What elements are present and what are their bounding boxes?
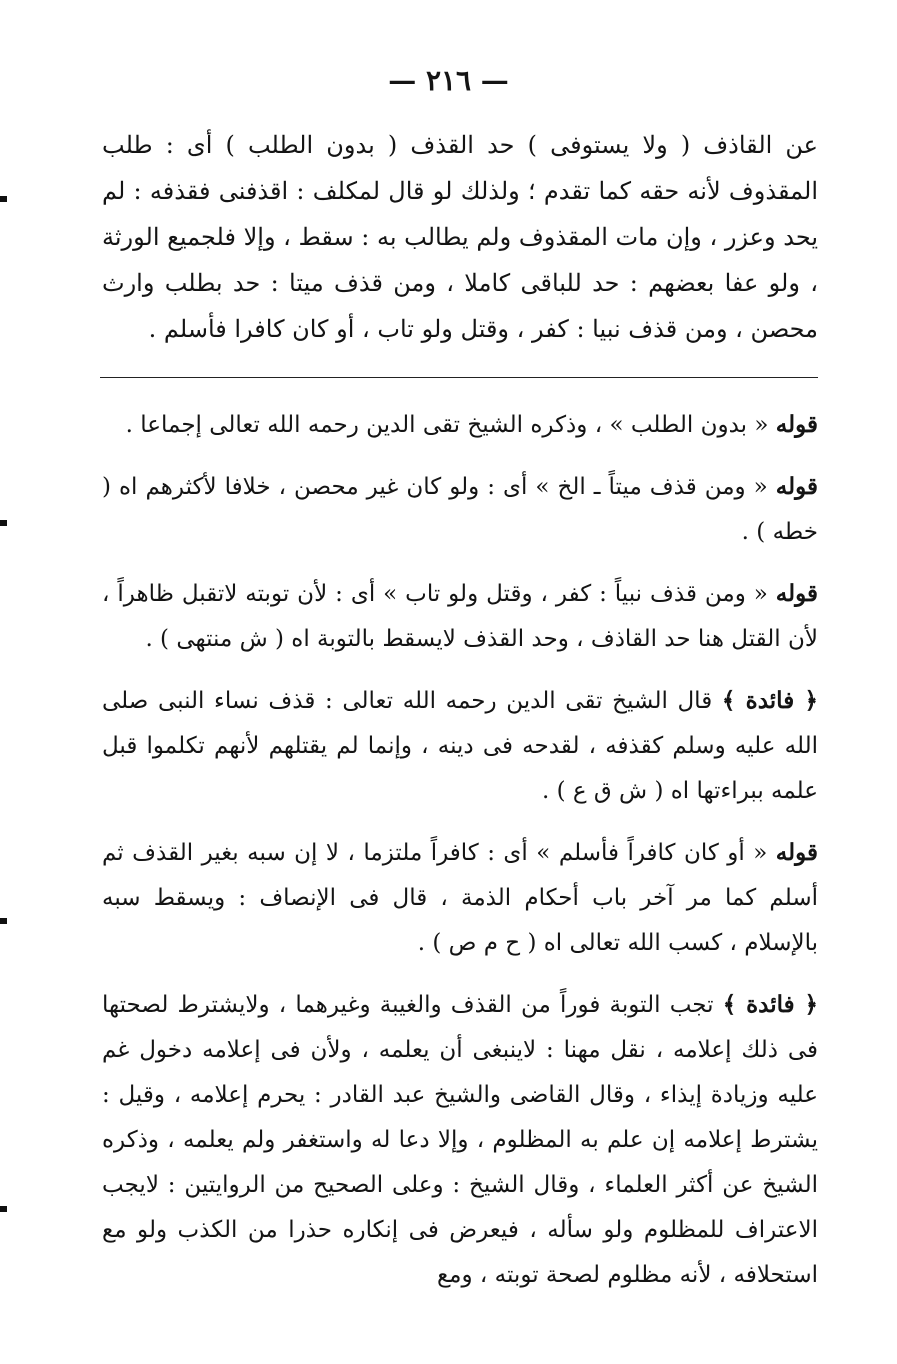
footnote — [102, 830, 818, 966]
footnote-lead: ﴿ فائدة ﴾ — [721, 687, 818, 714]
scan-margin-mark — [0, 918, 7, 924]
footnote-lead: قوله — [775, 839, 818, 866]
footnote-divider — [100, 377, 818, 378]
footnote — [102, 982, 818, 1298]
page-number: — ٢١٦ — — [388, 64, 509, 97]
footnote-text: « بدون الطلب » ، وذكره الشيخ تقى الدين رحمه الله تعالى إجماعا . — [125, 412, 776, 438]
footnote-text: « ومن قذف ميتاً ـ الخ » أى : ولو كان غير محصن ، خلافا لأكثرهم اه ( خطه ) . — [102, 474, 818, 545]
main-text: عن القاذف ( ولا يستوفى ) حد القذف ( بدون الطلب ) أى : طلب المقذوف لأنه حقه كما تقدم ؛ ولذلك لو قال لمكلف : اقذفنى فقذفه : لم يحد وعزر ، وإن مات المقذوف ولم يطالب به : سقط ، وإلا فلجميع الورثة ، ولو عفا بعضهم : حد للباقى كاملا ، ومن قذف ميتا : حد بطلب وارث محصن ، ومن قذف نبيا : كفر ، وقتل ولو تاب ، أو كان كافرا فأسلم . — [102, 131, 819, 343]
footnote-text: « ومن قذف نبياً : كفر ، وقتل ولو تاب » أى : لأن توبته لاتقبل ظاهراً ، لأن القتل هنا حد القاذف ، وحد القذف لايسقط بالتوبة اه ( ش منتهى ) . — [102, 581, 818, 652]
scan-margin-mark — [0, 1206, 7, 1212]
footnote-text: « أو كان كافراً فأسلم » أى : كافراً ملتزما ، لا إن سبه بغير القذف ثم أسلم كما مر آخر باب أحكام الذمة ، قال فى الإنصاف : ويسقط سبه بالإسلام ، كسب الله تعالى اه ( ح م ص ) . — [102, 840, 818, 956]
footnotes — [102, 402, 818, 1314]
footnote-text: قال الشيخ تقى الدين رحمه الله تعالى : قذف نساء النبى صلى الله عليه وسلم كقذفه ، لقدحه فى دينه ، وإنما لم يقتلهم لأنهم تكلموا قبل علمه ببراءتها اه ( ش ق ع ) . — [102, 688, 818, 804]
footnote-lead: قوله — [775, 473, 818, 500]
scan-margin-mark — [0, 196, 7, 202]
scan-margin-mark — [0, 520, 7, 526]
footnote — [102, 678, 818, 814]
footnote-lead: قوله — [775, 411, 818, 438]
footnote-lead: قوله — [775, 580, 818, 607]
footnote — [102, 464, 818, 555]
footnote — [102, 402, 818, 448]
footnote-text: تجب التوبة فوراً من القذف والغيبة وغيرهما ، ولايشترط لصحتها فى ذلك إعلامه ، نقل مهنا : لاينبغى أن يعلمه ، ولأن فى إعلامه دخول غم عليه وزيادة إيذاء ، وقال القاضى والشيخ عبد القادر : يحرم إعلامه ، وقيل : يشترط إعلامه إن علم به المظلوم ، وإلا دعا له واستغفر ولم يعلمه ، وذكره الشيخ عن أكثر العلماء ، وقال الشيخ : وعلى الصحيح من الروايتين : لايجب الاعتراف للمظلوم ولو سأله ، فيعرض فى إنكاره حذرا من الكذب ولو مع استحلافه ، لأنه مظلوم لصحة توبته ، ومع — [102, 992, 818, 1288]
footnote-lead: ﴿ فائدة ﴾ — [722, 991, 818, 1018]
footnote — [102, 571, 818, 662]
